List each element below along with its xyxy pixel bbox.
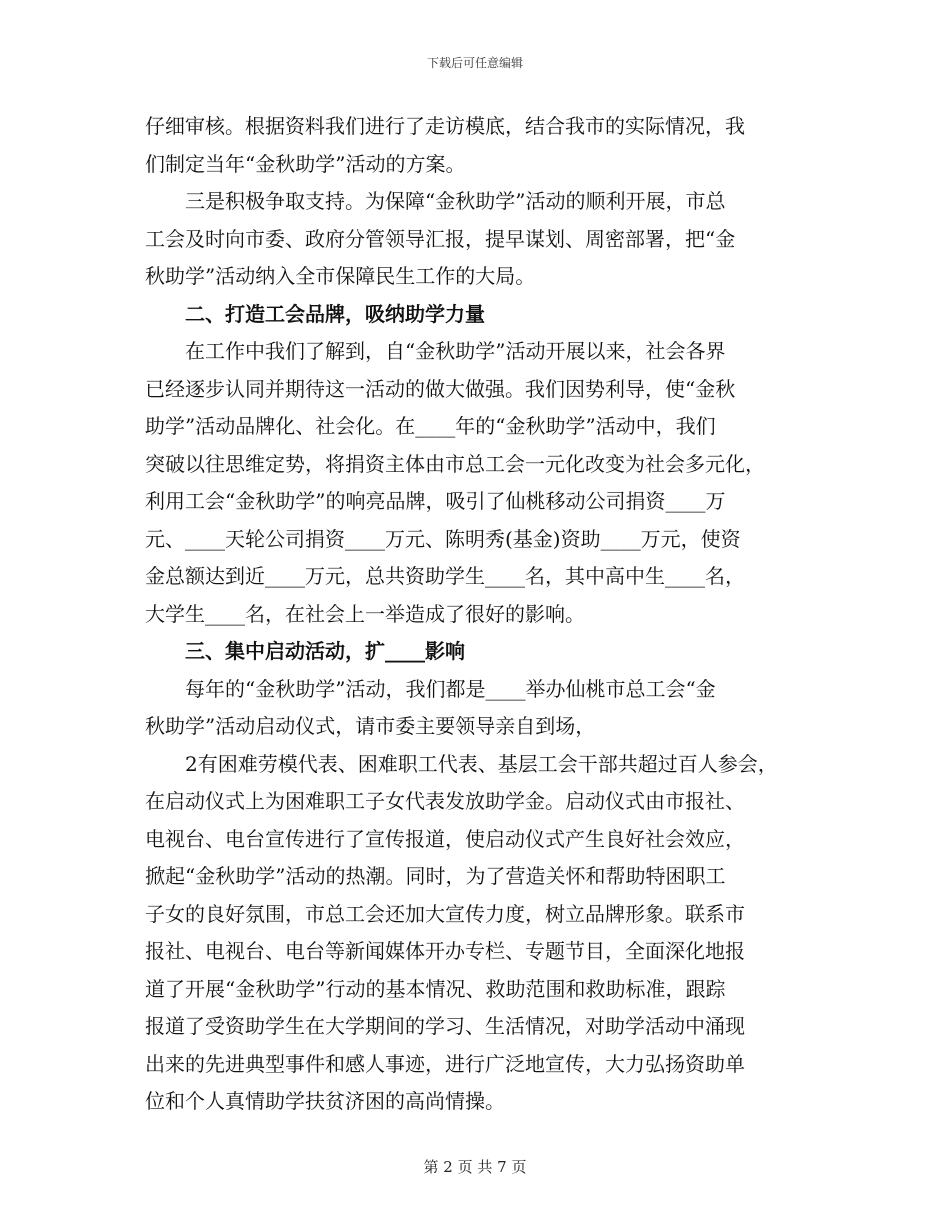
text-line: 子女的良好氛围，市总工会还加大宣传力度，树立品牌形象。联系市 <box>145 901 745 926</box>
text-line: 金总额达到近____万元，总共资助学生____名，其中高中生____名， <box>145 564 745 588</box>
text-line: 突破以往思维定势，将捐资主体由市总工会一元化改变为社会多元化， <box>145 451 765 476</box>
text-line: 利用工会“金秋助学”的响亮品牌，吸引了仙桃移动公司捐资____万 <box>145 489 726 513</box>
text-line: 大学生____名，在社会上一举造成了很好的影响。 <box>145 601 585 626</box>
text-line: 助学”活动品牌化、社会化。在____年的“金秋助学”活动中，我们 <box>145 414 716 438</box>
section-heading: 二、打造工会品牌，吸纳助学力量 <box>145 301 485 326</box>
text-line: 仔细审核。根据资料我们进行了走访模底，结合我市的实际情况，我 <box>145 114 745 138</box>
text-line: 电视台、电台宣传进行了宣传报道，使启动仪式产生良好社会效应， <box>145 826 745 851</box>
text-line: 出来的先进典型事件和感人事迹，进行广泛地宣传，大力弘扬资助单 <box>145 1051 745 1076</box>
text-line: 三是积极争取支持。为保障“金秋助学”活动的顺利开展，市总 <box>145 189 726 213</box>
text-line: 在启动仪式上为困难职工子女代表发放助学金。启动仪式由市报社、 <box>145 789 745 813</box>
text-line: 掀起“金秋助学”活动的热潮。同时，为了营造关怀和帮助特困职工 <box>145 864 726 888</box>
document-body <box>145 108 825 1121</box>
text-line: 在工作中我们了解到，自“金秋助学”活动开展以来，社会各界 <box>145 339 726 363</box>
text-line: 位和个人真情助学扶贫济困的高尚情操。 <box>145 1089 505 1113</box>
text-line: 报道了受资助学生在大学期间的学习、生活情况，对助学活动中涌现 <box>145 1014 745 1038</box>
text-line: 秋助学”活动纳入全市保障民生工作的大局。 <box>145 264 536 288</box>
section-heading: 三、集中启动活动，扩____影响 <box>145 639 465 663</box>
text-line: 已经逐步认同并期待这一活动的做大做强。我们因势利导，使“金秋 <box>145 376 736 401</box>
page-number: 第 2 页 共 7 页 <box>423 1158 527 1176</box>
text-line: 工会及时向市委、政府分管领导汇报，提早谋划、周密部署，把“金 <box>145 226 736 251</box>
text-line: 元、____天轮公司捐资____万元、陈明秀(基金)资助____万元，使资 <box>145 526 741 551</box>
text-line: 报社、电视台、电台等新闻媒体开办专栏、专题节目，全面深化地报 <box>145 939 745 963</box>
text-line: 们制定当年“金秋助学”活动的方案。 <box>145 151 466 176</box>
text-line: 每年的“金秋助学”活动，我们都是____举办仙桃市总工会“金 <box>145 676 716 701</box>
text-line: 2有困难劳模代表、困难职工代表、基层工会干部共超过百人参会， <box>145 751 778 776</box>
text-line: 秋助学”活动启动仪式，请市委主要领导亲自到场， <box>145 714 596 738</box>
page-header: 下载后可任意编辑 <box>426 56 523 70</box>
text-line: 道了开展“金秋助学”行动的基本情况、救助范围和救助标准，跟踪 <box>145 976 726 1001</box>
